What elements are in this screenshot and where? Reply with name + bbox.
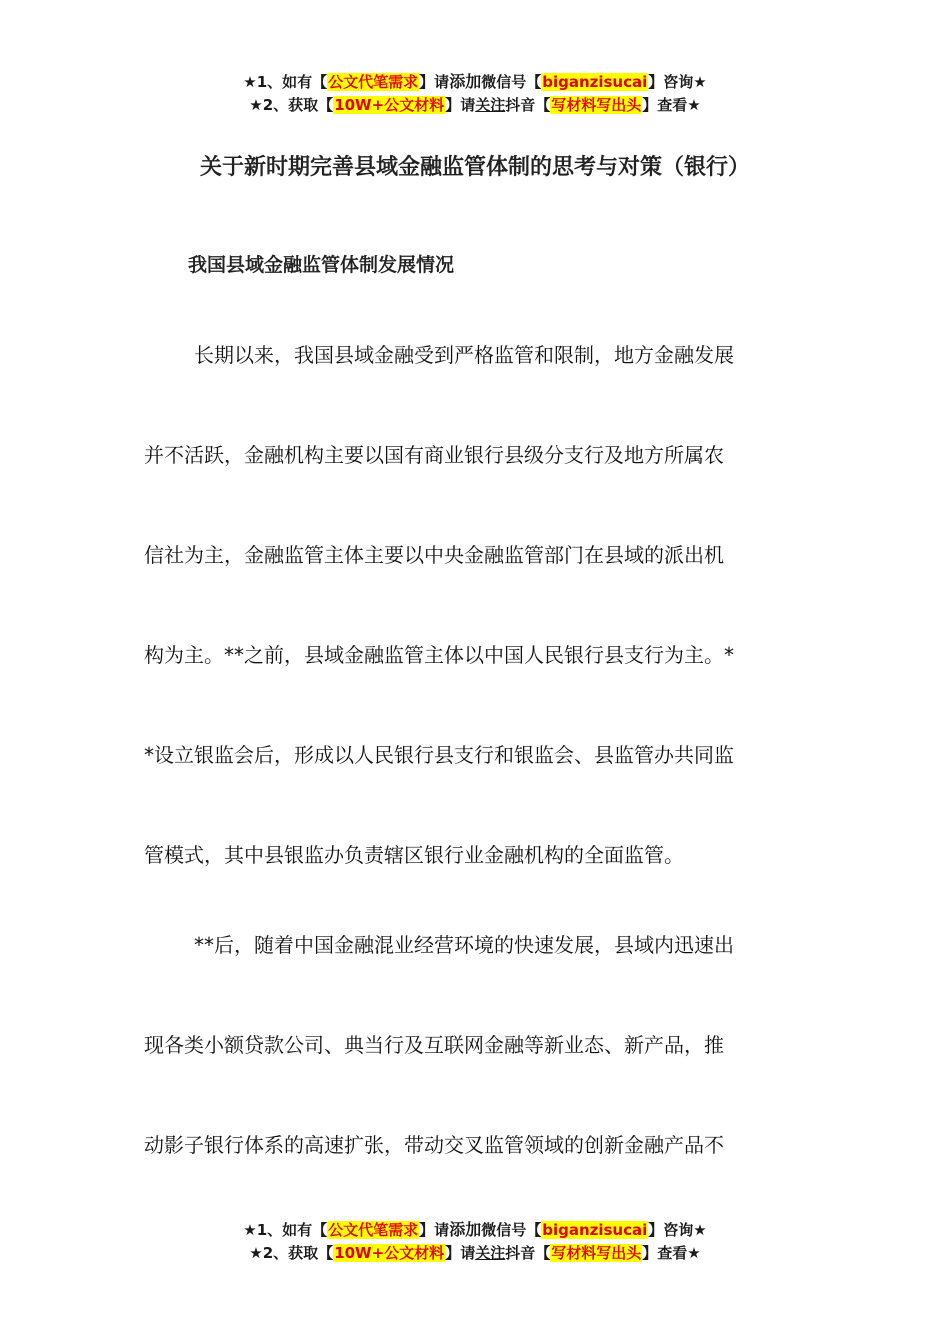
banner-line-2: ★2、获取【10W+公文材料】请关注抖音【写材料写出头】查看★ — [249, 1244, 701, 1262]
highlight-service: 公文代笔需求 — [328, 1221, 419, 1239]
header-banner — [0, 70, 950, 117]
highlight-materials: 10W+公文材料 — [334, 96, 445, 114]
banner-line-1: ★1、如有【公文代笔需求】请添加微信号【biganzisucai】咨询★ — [243, 72, 707, 91]
body-line: 现各类小额贷款公司、典当行及互联网金融等新业态、新产品，推 — [144, 1033, 724, 1057]
body-line: **后，随着中国金融混业经营环境的快速发展，县域内迅速出 — [194, 933, 734, 957]
body-line: 长期以来，我国县域金融受到严格监管和限制，地方金融发展 — [194, 343, 734, 367]
document-title: 关于新时期完善县域金融监管体制的思考与对策（银行） — [199, 155, 750, 180]
body-line: 并不活跃，金融机构主要以国有商业银行县级分支行及地方所属农 — [144, 443, 724, 467]
douyin-account: 写材料写出头 — [551, 96, 642, 114]
highlight-materials: 10W+公文材料 — [334, 1244, 445, 1262]
section-heading: 我国县域金融监管体制发展情况 — [188, 254, 455, 276]
body-line: 管模式，其中县银监办负责辖区银行业金融机构的全面监管。 — [144, 843, 684, 867]
wechat-id: biganzisucai — [542, 73, 648, 91]
highlight-service: 公文代笔需求 — [328, 73, 419, 91]
douyin-account: 写材料写出头 — [551, 1244, 642, 1262]
wechat-id: biganzisucai — [542, 1221, 648, 1239]
banner-line-1: ★1、如有【公文代笔需求】请添加微信号【biganzisucai】咨询★ — [243, 1220, 707, 1239]
body-line: 信社为主，金融监管主体主要以中央金融监管部门在县域的派出机 — [144, 543, 724, 567]
body-line: *设立银监会后，形成以人民银行县支行和银监会、县监管办共同监 — [144, 743, 734, 767]
banner-line-2: ★2、获取【10W+公文材料】请关注抖音【写材料写出头】查看★ — [249, 96, 701, 114]
footer-banner — [0, 1218, 950, 1265]
body-line: 构为主。**之前，县域金融监管主体以中国人民银行县支行为主。* — [144, 643, 734, 667]
body-line: 动影子银行体系的高速扩张，带动交叉监管领域的创新金融产品不 — [144, 1133, 724, 1157]
